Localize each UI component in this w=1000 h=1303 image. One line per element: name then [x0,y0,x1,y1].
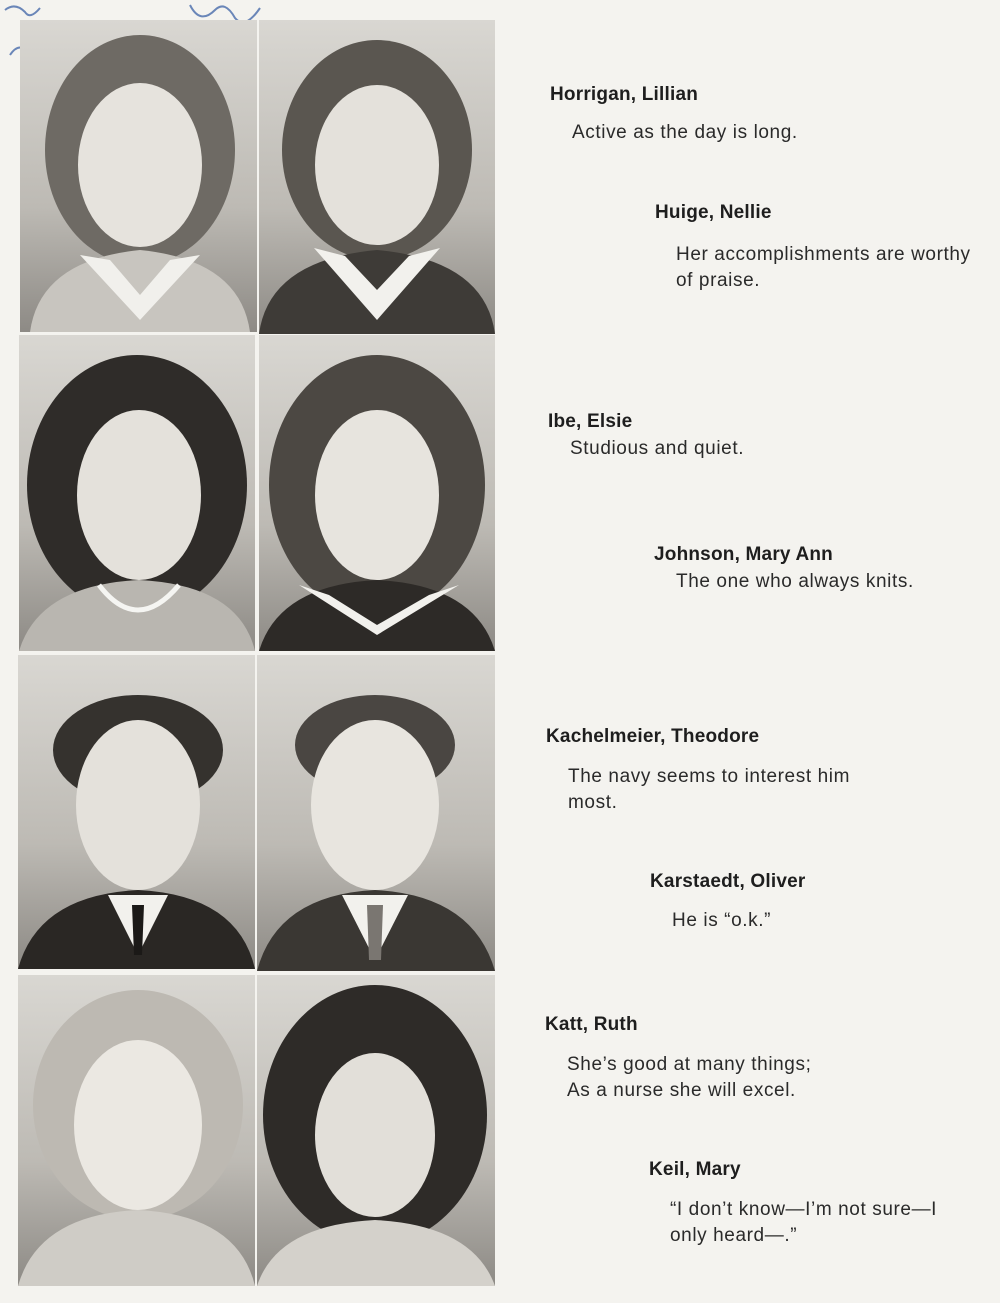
portrait-katt-ruth [18,975,255,1286]
portrait-ibe-elsie [19,335,255,651]
student-quote [572,120,798,146]
student-name: Katt, Ruth [545,1014,638,1035]
portrait-huige-nellie [259,20,495,334]
student-name: Ibe, Elsie [548,411,633,432]
quote-line: most. [568,792,618,813]
student-name: Huige, Nellie [655,202,772,223]
student-name: Kachelmeier, Theodore [546,726,760,747]
student-quote [570,436,744,462]
portrait-johnson-mary-ann [259,335,495,651]
student-name: Horrigan, Lillian [550,84,699,105]
portrait-karstaedt-oliver [257,655,495,971]
quote-line: Her accomplishments are worthy [676,244,971,265]
portrait-kachelmeier-theodore [18,655,255,969]
student-name: Keil, Mary [649,1159,741,1180]
quote-line: She’s good at many things; [567,1054,812,1075]
student-quote [676,242,971,294]
student-quote [672,908,771,934]
quote-line: He is “o.k.” [672,910,772,931]
student-quote [670,1197,937,1249]
student-quote [676,569,914,595]
quote-line: The one who always knits. [676,571,914,592]
quote-line: Active as the day is long. [572,122,798,143]
quote-line: As a nurse she will excel. [567,1080,796,1101]
quote-line: “I don’t know—I’m not sure—I [670,1199,938,1220]
quote-line: The navy seems to interest him [568,766,850,787]
quote-line: Studious and quiet. [570,438,745,459]
quote-line: only heard—.” [670,1225,798,1246]
student-name: Karstaedt, Oliver [650,871,806,892]
student-quote [568,764,850,816]
portrait-horrigan-lillian [20,20,257,332]
portrait-keil-mary [257,975,495,1286]
student-name: Johnson, Mary Ann [654,544,833,565]
student-quote [567,1052,811,1104]
quote-line: of praise. [676,270,761,291]
